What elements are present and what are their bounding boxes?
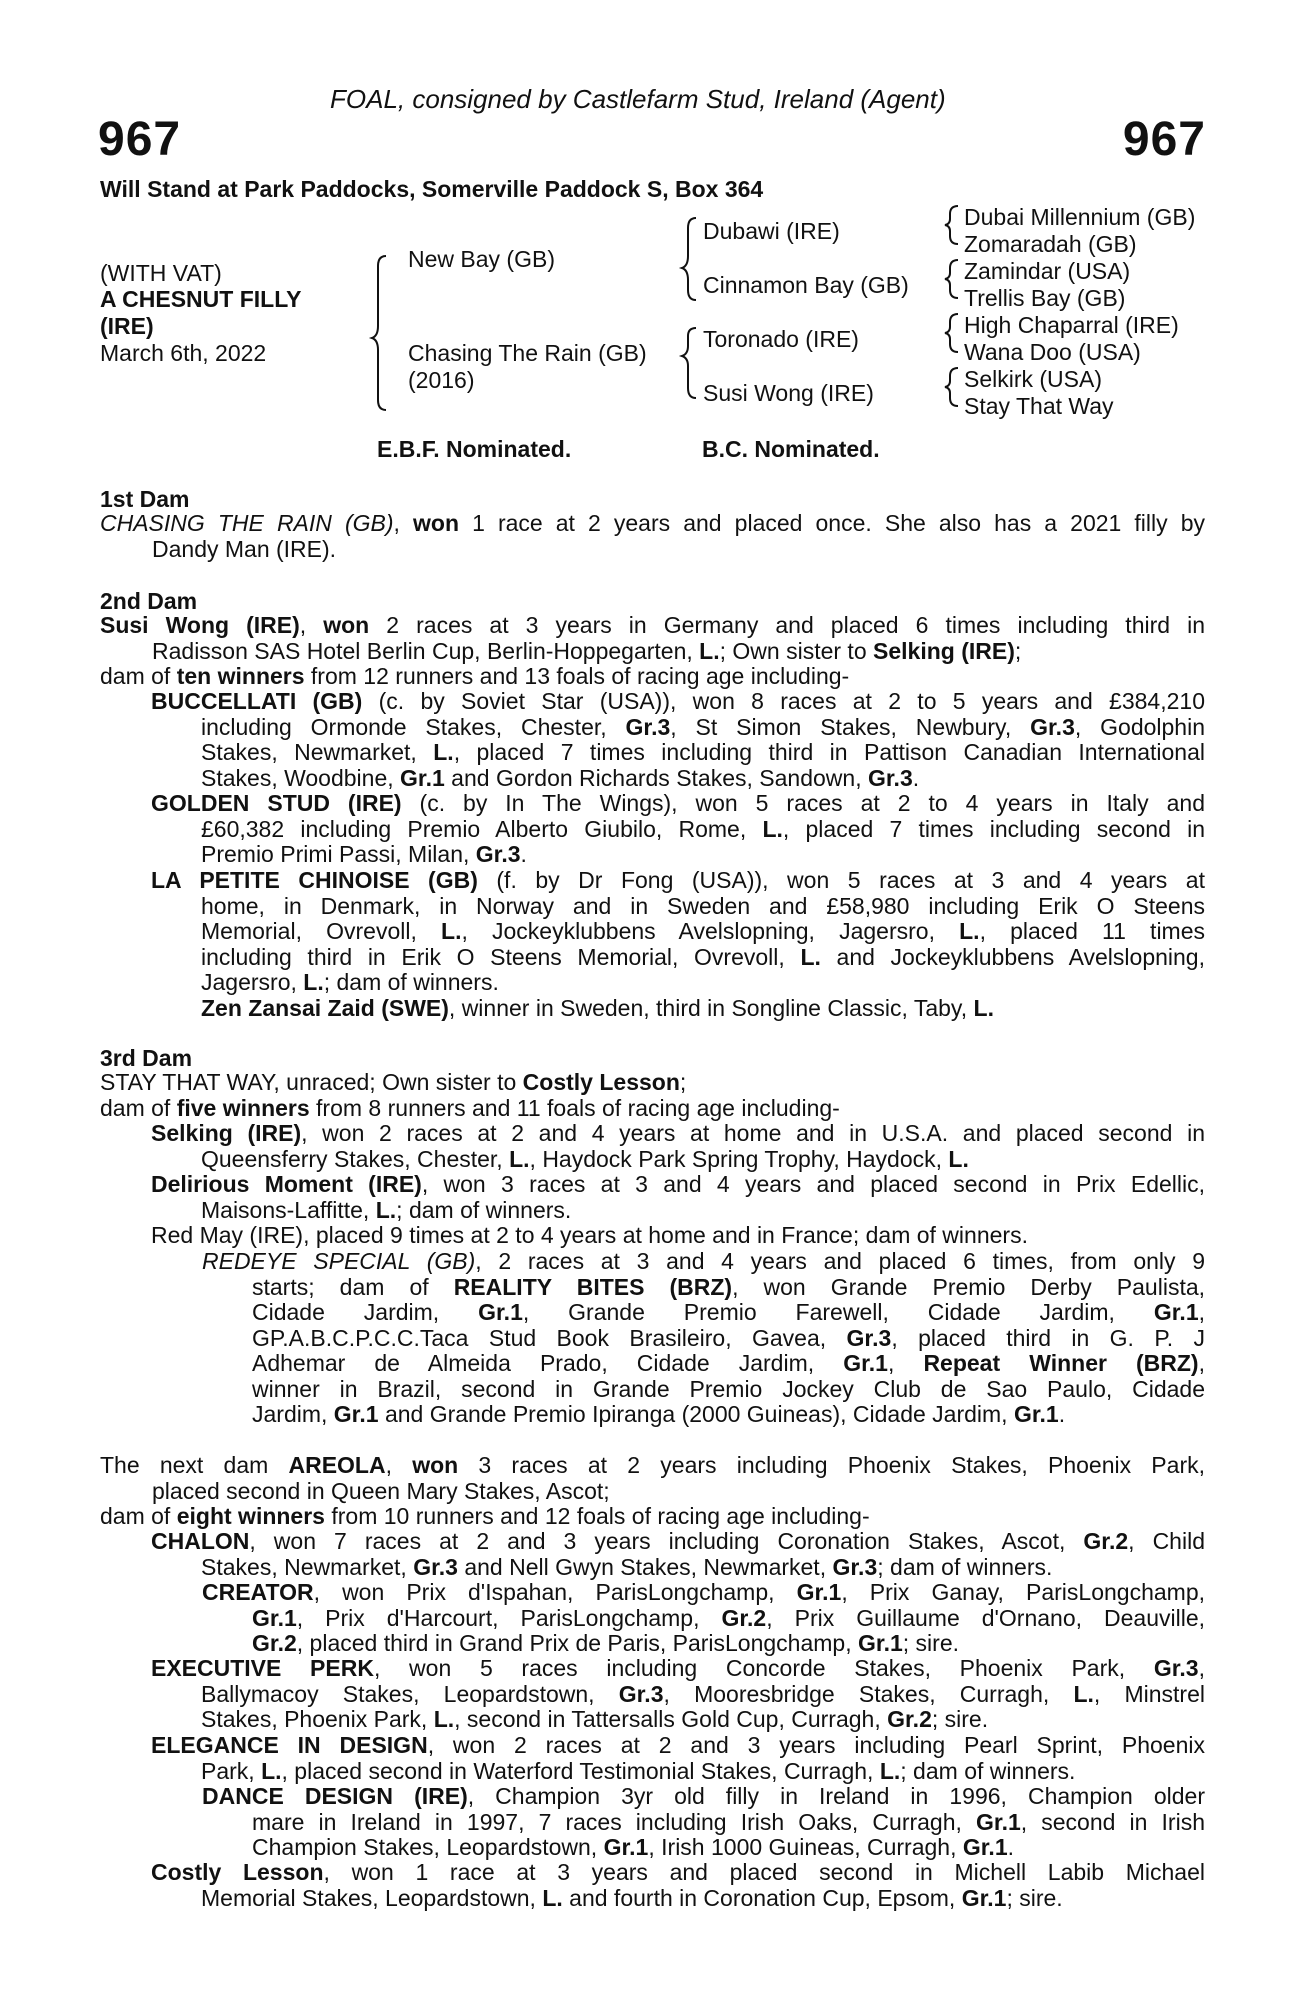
buccellati-entry [151,689,1205,791]
text: Radisson SAS Hotel Berlin Cup, Berlin-Hoppegarten, [152,637,700,664]
text: , won 2 races at 2 and 3 years including Pearl Sprint, Phoenix [427,1732,1205,1758]
dam-dam-dam: Stay That Way [964,393,1114,419]
text: , Minstrel [1093,1680,1205,1707]
text: starts; dam of [252,1273,454,1300]
grade: L. [261,1757,282,1784]
grade: Gr.1 [858,1630,903,1656]
horse-name: BUCCELLATI (GB) [151,688,363,714]
horse-description: A CHESNUT FILLY [100,286,302,312]
elegance-in-design-entry [151,1733,1205,1784]
text: . [912,764,920,791]
text: , Champion 3yr old filly in Ireland in 1996, Champion older [467,1783,1206,1809]
dam-sire-sire: High Chaparral (IRE) [964,312,1179,338]
horse-name: Selking (IRE) [873,637,1015,664]
creator-entry [202,1580,1205,1657]
text: , Mooresbridge Stakes, Curragh, [663,1680,1074,1707]
dam-sire-dam: Wana Doo (USA) [964,339,1141,365]
text: dam of [100,1094,177,1121]
costly-lesson-entry [151,1860,1205,1911]
ss-brace [945,206,958,244]
text: Stakes, Woodbine, [201,764,401,791]
dam-year: (2016) [408,367,475,393]
horse-name: Costly Lesson [151,1859,324,1885]
text: , second in Tattersalls Gold Cup, Curragh, [454,1706,888,1732]
horse-name: CHALON [151,1528,250,1554]
text: , Prix d'Harcourt, ParisLongchamp, [296,1604,722,1631]
horse-description-country: (IRE) [100,313,154,339]
grade: Gr.3 [625,713,671,740]
grade: Gr.1 [796,1579,842,1605]
horse-name: REDEYE SPECIAL (GB) [202,1248,476,1274]
lot-number-left: 967 [98,113,182,166]
text: GP.A.B.C.P.C.C.Taca Stud Book Brasileiro, Gavea, [252,1324,847,1351]
grade: L. [1073,1680,1094,1707]
text: , placed second in Waterford Testimonial Stakes, Curragh, [281,1757,880,1784]
text: , placed third in Grand Prix de Paris, ParisLongchamp, [296,1630,858,1656]
next-dam-intro [100,1453,1205,1530]
text: , [1198,1299,1206,1325]
text: , won 1 race at 3 years and placed second in Michell Labib Michael [323,1859,1205,1885]
horse-name: REALITY BITES (BRZ) [453,1273,733,1300]
text: , 2 races at 3 and 4 years and placed 6 times, from only 9 [475,1248,1205,1274]
sire-sire-sire: Dubai Millennium (GB) [964,204,1196,230]
text: mare in Ireland in 1997, 7 races including Irish Oaks, Curragh, [252,1808,977,1835]
text: (f. by Dr Fong (USA)), won 5 races at 3 and 4 years at [477,867,1205,893]
text: ; sire. [902,1630,959,1656]
dam-sire: Toronado (IRE) [703,326,859,352]
text: dam of [100,1503,177,1529]
text: . [1007,1834,1015,1860]
text: , Irish 1000 Guineas, Curragh, [648,1834,963,1860]
text: and Jockeyklubbens Avelslopning, [820,943,1205,970]
grade: Gr.3 [1153,1655,1199,1681]
third-dam-intro [100,1070,1205,1121]
text: ; dam of winners. [877,1553,1053,1580]
text: , Prix Guillaume d'Ornano, Deauville, [766,1604,1205,1631]
text: £60,382 including Premio Alberto Giubilo, Rome, [201,815,763,842]
dam-dam-sire: Selkirk (USA) [964,366,1103,392]
chalon-entry [151,1529,1205,1580]
grade: Gr.1 [962,1834,1008,1860]
dance-design-entry [202,1784,1205,1861]
text: Queensferry Stakes, Chester, [201,1145,510,1172]
text: ; sire. [1006,1884,1063,1911]
text: Ballymacoy Stakes, Leopardstown, [201,1680,619,1707]
text: , Child [1128,1528,1205,1554]
text: . [1058,1401,1066,1427]
text: including third in Erik O Steens Memorial, Ovrevoll, [201,943,801,970]
text: ; sire. [931,1706,989,1732]
text: Memorial Stakes, Leopardstown, [201,1884,543,1911]
grade: L. [973,994,994,1021]
horse-name: Zen Zansai Zaid (SWE) [201,994,449,1021]
third-dam-title: 3rd Dam [100,1045,193,1071]
text: , [887,1350,924,1376]
horse-name: DANCE DESIGN (IRE) [202,1783,468,1809]
text: The next dam [100,1452,289,1478]
grade: L. [542,1884,563,1911]
text: Memorial, Ovrevoll, [201,918,442,944]
grade: Gr.2 [1083,1528,1129,1554]
grade: L. [879,1757,901,1784]
sire-dam: Cinnamon Bay (GB) [703,272,909,298]
second-dam-intro [100,613,1205,690]
text: (c. by In The Wings), won 5 races at 2 to 4 years in Italy and [401,790,1205,816]
text: Stakes, Newmarket, [201,739,434,765]
text: , second in Irish [1020,1808,1205,1835]
text: , Jockeyklubbens Avelslopning, Jagersro, [461,918,960,944]
text: , Prix Ganay, ParisLongchamp, [841,1579,1205,1605]
bc-nomination: B.C. Nominated. [702,436,880,462]
grade: Gr.2 [887,1706,932,1732]
sire-dam-dam: Trellis Bay (GB) [964,285,1126,311]
main-brace [372,256,386,410]
text: , Grande Premio Farewell, Cidade Jardim, [522,1299,1154,1325]
text: ; [1014,637,1022,664]
sire-name: New Bay (GB) [408,246,555,272]
grade: Gr.3 [1030,713,1075,740]
grade: L. [959,918,980,944]
text: 1 race at 2 years and placed once. She also has a 2021 filly by [459,510,1205,536]
text: , won 7 races at 2 and 3 years including Coronation Stakes, Ascot, [249,1528,1084,1554]
text: , [1198,1655,1205,1681]
grade: L. [509,1145,530,1172]
ebf-nomination: E.B.F. Nominated. [377,436,572,462]
consignor-line: FOAL, consigned by Castlefarm Stud, Ireland (Agent) [330,84,946,114]
dam-name: Susi Wong (IRE) [100,612,300,638]
text: , won Prix d'Ispahan, ParisLongchamp, [313,1579,797,1605]
won-label: won [323,612,370,638]
grade: Gr.3 [832,1553,878,1580]
text: , [299,612,324,638]
grade: Gr.1 [961,1884,1007,1911]
date-of-birth: March 6th, 2022 [100,340,267,366]
horse-name: EXECUTIVE PERK [151,1655,374,1681]
winners-count: ten winners [176,663,305,689]
dam-dam: Susi Wong (IRE) [703,380,874,406]
grade: Gr.1 [478,1299,523,1325]
text: ; dam of winners. [396,1196,572,1223]
text: dam of [100,663,177,689]
text: Park, [201,1757,262,1784]
grade: Gr.2 [252,1630,297,1656]
grade: Gr.3 [618,1680,664,1707]
text: , won 5 races including Concorde Stakes, Phoenix Park, [373,1655,1154,1681]
grade: Gr.1 [843,1350,888,1376]
text: , won 2 races at 2 and 4 years at home and in U.S.A. and placed second in [301,1120,1205,1146]
sire-dam-sire: Zamindar (USA) [964,258,1131,284]
grade: Gr.1 [976,1808,1021,1835]
text: Jagersro, [201,969,304,995]
grade: L. [762,815,783,842]
lot-number-right: 967 [1122,113,1206,166]
horse-name: LA PETITE CHINOISE (GB) [151,867,478,893]
golden-stud-entry [151,791,1205,868]
text: ; dam of winners. [900,1757,1076,1784]
text: , placed third in G. P. J [891,1324,1205,1351]
la-petite-chinoise-entry [151,868,1205,1021]
text: from 10 runners and 12 foals of racing age including- [324,1503,870,1529]
text: (c. by Soviet Star (USA)), won 8 races at 2 to 5 years and £384,210 [362,688,1205,714]
text: from 12 runners and 13 foals of racing age including- [304,663,850,689]
grade: L. [433,739,454,765]
horse-name: Selking (IRE) [151,1120,302,1146]
horse-name: Repeat Winner (BRZ) [923,1350,1199,1376]
grade: Gr.1 [1153,1299,1199,1325]
text: , Godolphin [1074,713,1205,740]
text: and Nell Gwyn Stakes, Newmarket, [457,1553,833,1580]
sire-sire: Dubawi (IRE) [703,218,840,244]
text: home, in Denmark, in Norway and in Sweden and £58,980 including Erik O Steens [201,892,1205,919]
text: , won 3 races at 3 and 4 years and placed second in Prix Edellic, [421,1171,1206,1197]
red-may-entry: Red May (IRE), placed 9 times at 2 to 4 years at home and in France; dam of winners. [151,1222,1028,1248]
winners-count: five winners [176,1094,310,1121]
horse-name: CREATOR [202,1579,314,1605]
executive-perk-entry [151,1656,1205,1733]
winners-count: eight winners [176,1503,325,1529]
text: Premio Primi Passi, Milan, [201,841,476,867]
grade: Gr.3 [846,1324,892,1351]
selking-entry [151,1121,1205,1249]
vat-note: (WITH VAT) [100,260,222,286]
text: including Ormonde Stakes, Chester, [201,713,626,740]
grade: Gr.2 [721,1604,767,1631]
redeye-special-entry [202,1249,1205,1428]
ds-brace [945,314,958,352]
text: Jardim, [252,1401,334,1427]
text: 2 races at 3 years in Germany and placed 6 times including third in [369,612,1206,638]
grade: L. [699,637,720,664]
text: ; Own sister to [719,637,873,664]
grade: Gr.3 [413,1553,458,1580]
grade: L. [800,943,821,970]
dam-name: Chasing The Rain (GB) [408,340,647,366]
text: Stakes, Phoenix Park, [201,1706,434,1732]
won-label: won [412,1452,459,1478]
grade: Gr.1 [333,1401,379,1427]
sire-sire-dam: Zomaradah (GB) [964,231,1137,257]
first-dam-text: CHASING THE RAIN (GB), won 1 race at 2 years and placed once. She also has a 2021 filly by Dandy Man (IRE). [100,510,1205,562]
sd-brace [945,260,958,298]
grade: Gr.1 [1013,1401,1059,1427]
text: Adhemar de Almeida Prado, Cidade Jardim, [252,1350,844,1376]
grade: L. [441,918,462,944]
grade: L. [948,1145,969,1172]
text: from 8 runners and 11 foals of racing age including- [309,1094,840,1121]
grade: Gr.1 [603,1834,649,1860]
text: ; dam of winners. [323,969,499,995]
text: and Grande Premio Ipiranga (2000 Guineas), Cidade Jardim, [378,1401,1014,1427]
first-dam-title: 1st Dam [100,486,190,512]
text: winner in Brazil, second in Grande Premio Jockey Club de Sao Paulo, Cidade [252,1375,1205,1402]
sire-brace [682,218,696,300]
text: , Haydock Park Spring Trophy, Haydock, [529,1145,949,1172]
text: , St Simon Stakes, Newbury, [670,713,1031,740]
text: Cidade Jardim, [252,1299,479,1325]
grade: Gr.1 [400,764,445,791]
dd-brace [945,368,958,406]
text: , winner in Sweden, third in Songline Classic, Taby, [448,994,974,1021]
text: STAY THAT WAY, unraced; Own sister to [100,1069,523,1095]
grade: L. [375,1196,397,1223]
text: Maisons-Laffitte, [201,1196,376,1223]
grade: Gr.3 [867,764,913,791]
text: . [520,841,527,867]
won-label: won [413,510,459,536]
dam-name: AREOLA [288,1452,386,1478]
text: , won Grande Premio Derby Paulista, [732,1273,1206,1300]
text: ; [679,1069,687,1095]
grade: Gr.1 [252,1604,297,1631]
text: , [1198,1350,1205,1376]
grade: L. [433,1706,455,1732]
second-dam-title: 2nd Dam [100,588,198,614]
text: , [385,1452,413,1478]
text: Dandy Man (IRE). [152,535,337,562]
horse-name: Delirious Moment (IRE) [151,1171,422,1197]
text: , placed 11 times [979,918,1206,944]
grade: Gr.3 [475,841,521,867]
text: placed second in Queen Mary Stakes, Ascot; [152,1477,610,1504]
text: , placed 7 times including second in [782,815,1206,842]
text: Stakes, Newmarket, [201,1553,414,1580]
text: , placed 7 times including third in Pattison Canadian International [453,739,1205,765]
first-dam-name: CHASING THE RAIN (GB) [100,510,394,536]
horse-name: ELEGANCE IN DESIGN [151,1732,428,1758]
text: and fourth in Coronation Cup, Epsom, [562,1884,962,1911]
dam-brace [682,328,696,398]
text: Champion Stakes, Leopardstown, [252,1834,604,1860]
horse-name: Costly Lesson [522,1069,680,1095]
horse-name: GOLDEN STUD (IRE) [151,790,402,816]
text: and Gordon Richards Stakes, Sandown, [444,764,868,791]
grade: L. [303,969,324,995]
stand-location: Will Stand at Park Paddocks, Somerville Paddock S, Box 364 [100,176,764,202]
text: 3 races at 2 years including Phoenix Stakes, Phoenix Park, [458,1452,1205,1478]
